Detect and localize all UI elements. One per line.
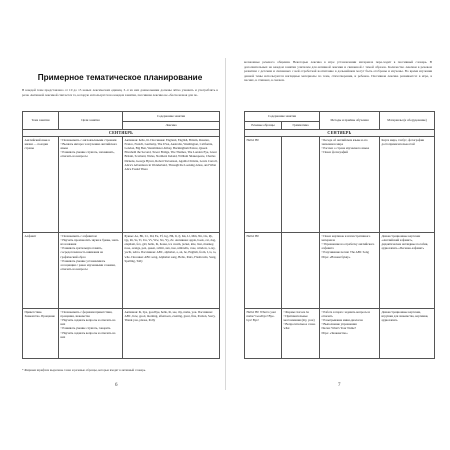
vocab-cell: Активная: hi, bye, goodbye, hello, hi, see, my, name, you. Пассивная: ABC, how, good, morning, afternoon, evening, great, fine, Pardon, Sorry, Thank you, please, Polly xyxy=(123,309,220,359)
left-planning-table xyxy=(22,111,220,359)
header-goals: Цели занятия xyxy=(59,112,123,130)
header-grammar: Грамматика xyxy=(282,122,320,130)
table-row xyxy=(245,309,435,359)
header-content: Содержание занятия xyxy=(123,112,220,122)
right-planning-table xyxy=(244,111,435,359)
materials-cell: Демонстрационные карточки «Английский алфавит», дидактические наглядные пособия, аудиозапись «Песенка-алфавит» xyxy=(380,233,435,309)
vocab-cell: Буквы: Aa, Bb, Cc, Dd, Ee, Ff, Gg, Hh, Ii, Jj, Kk, Ll, Mm, Nn, Oo, Pp, Qq, Rr, Ss, Tt, Uu, Vv, Ww, Xx, Yy, Zz. Активная: apple, book, cat, dog, elephant, fox, girl, hello, hi, house, ice cream, jacket, kite, lion, monkey, nose, orange, pen, queen, rabbit, sun, tree, umbrella, vase, window, x-ray, yacht, zebra. Пассивная: ABC, alphabet, a, an, be, English, from, I, is, to, who. Песенки: ABC song, Alphabet song, Hello, Pairs, Flashcards, Song, Spelling, Tolly xyxy=(123,233,220,309)
footnote: * Жирным шрифтом выделены слова и речевые образцы, которые входят в активный словарь. xyxy=(22,368,146,372)
table-row xyxy=(23,309,220,359)
table-row xyxy=(23,137,220,233)
header-speech: Речевые образцы xyxy=(245,122,282,130)
grammar-cell: • Формы глагола be • Притяжательные местоимения (my, your) • Вопросительное слово what xyxy=(282,309,320,359)
methods-cell: • Показ картинок и иллюстративного материала • Упражнение на отработку английского алфавита • Разучивание песни: The ABC Song Игра: «Назови букву» xyxy=(320,233,380,309)
grammar-cell xyxy=(282,233,320,309)
goals-cell: • Познакомить с алфавитом • Научить произносить звуки и буквы, знать их названия • Развивать зрительную память, сосредоточенность внимания на графический образ • Развивать умение устанавливать ассоциации с ранее изученными словами, отвечать на вопросы xyxy=(59,233,123,309)
topic-cell: Приветствие. Знакомство. Прощание xyxy=(23,309,59,359)
table-row xyxy=(245,233,435,309)
table-row xyxy=(23,233,220,309)
topic-cell: Алфавит xyxy=(23,233,59,309)
header-materials: Материалы (и оборудование) xyxy=(380,112,435,130)
materials-cell: Демонстрационные карточки, игрушки для знакомства, картинки, аудиозапись xyxy=(380,309,435,359)
goals-cell: • Познакомить с англоязычными странами • Вызвать интерес к изучению английского языка • Развивать умение слушать, запоминать, отвечать на вопросы xyxy=(59,137,123,233)
month-label: СЕНТЯБРЬ xyxy=(23,130,220,137)
methods-cell: • Беседа об английском языке и его значении в мире • Рассказ о стране изучаемого языка • Показ фотографий xyxy=(320,137,380,233)
methods-cell: • Работа в парах: задавать вопросы и отвечать • Разыгрывание мини-диалогов • Выполнение упражнения Песня: What's Your Name? Игра: «Знакомство» xyxy=(320,309,380,359)
page-number-left: 6 xyxy=(115,383,118,388)
page-title: Примерное тематическое планирование xyxy=(37,73,203,82)
grammar-cell xyxy=(282,137,320,233)
vocab-cell: Активная: hello, hi. Пассивная: England, English, Britain, Russian, France, French, Germany, The USA, Australia, Washington, California, London, Big Ben, Westminster Abbey, Buckingham Palace, Queen Elizabeth the Second, Tower Bridge, The Thames, The London Eye, Great Britain, Scotland, Wales, Northern Ireland, William Shakespeare, Charles Dickens, George Byron, Robert Stevenson, Agatha Christie, Lewis Carroll, Alice's Adventures in Wonderland, Through the Looking-Glass, and What Alice Found There xyxy=(123,137,220,233)
header-vocab: Лексика xyxy=(123,122,220,130)
right-intro-paragraph: возможные речевого общения. Некоторые лексика в игре установлении материала пере-ходит в пассивный словарь. В дополнительных на каждом занятии учителем для активной лексики и связанной с темой образов. Количество лексики в речевом развитии с детским и связанных с ней отработкой воспитание в дальнейшем могут быть отобраны и изучены. Во время изучения данной темы используются наглядные материалы по теме, стихотворения, и ребенок. Пассивная лексика развивается: в игре, в песнях, в стишках, в сказках. xyxy=(244,60,432,83)
speech-cell: Hello! Hi! What is your name? Goodbye! Bye-bye! Bye! xyxy=(245,309,282,359)
book-spine xyxy=(225,58,226,390)
page-number-right: 7 xyxy=(338,383,341,388)
left-intro-paragraph: В каждой теме представлено от 10 до 15 новых лексических единиц, 3–4 из них дошкольники должны чётко узнавать и употреблять в речи. Активной лексикой считается та, которую используется на каждом занятии, пассивная лексика не «бесполезная для по- xyxy=(22,88,218,97)
month-label: СЕНТЯБРЬ xyxy=(245,130,435,137)
speech-cell: Hello! Hi! xyxy=(245,233,282,309)
topic-cell: Английский язык в жизни — поездки страны xyxy=(23,137,59,233)
speech-cell: Hello! Hi! xyxy=(245,137,282,233)
materials-cell: Карта мира, глобус, фотографии достопримечательностей xyxy=(380,137,435,233)
header-topic: Тема занятия xyxy=(23,112,59,130)
table-row xyxy=(245,137,435,233)
header-content: Содержание занятия xyxy=(245,112,320,122)
header-methods: Методы и приёмы обучения xyxy=(320,112,380,130)
goals-cell: • Познакомить с формами приветствия, прощания, знакомства • Научить задавать вопросы и отвечать на них • Развивать умение слушать, говорить • Научить задавать вопросы и отвечать на них xyxy=(59,309,123,359)
